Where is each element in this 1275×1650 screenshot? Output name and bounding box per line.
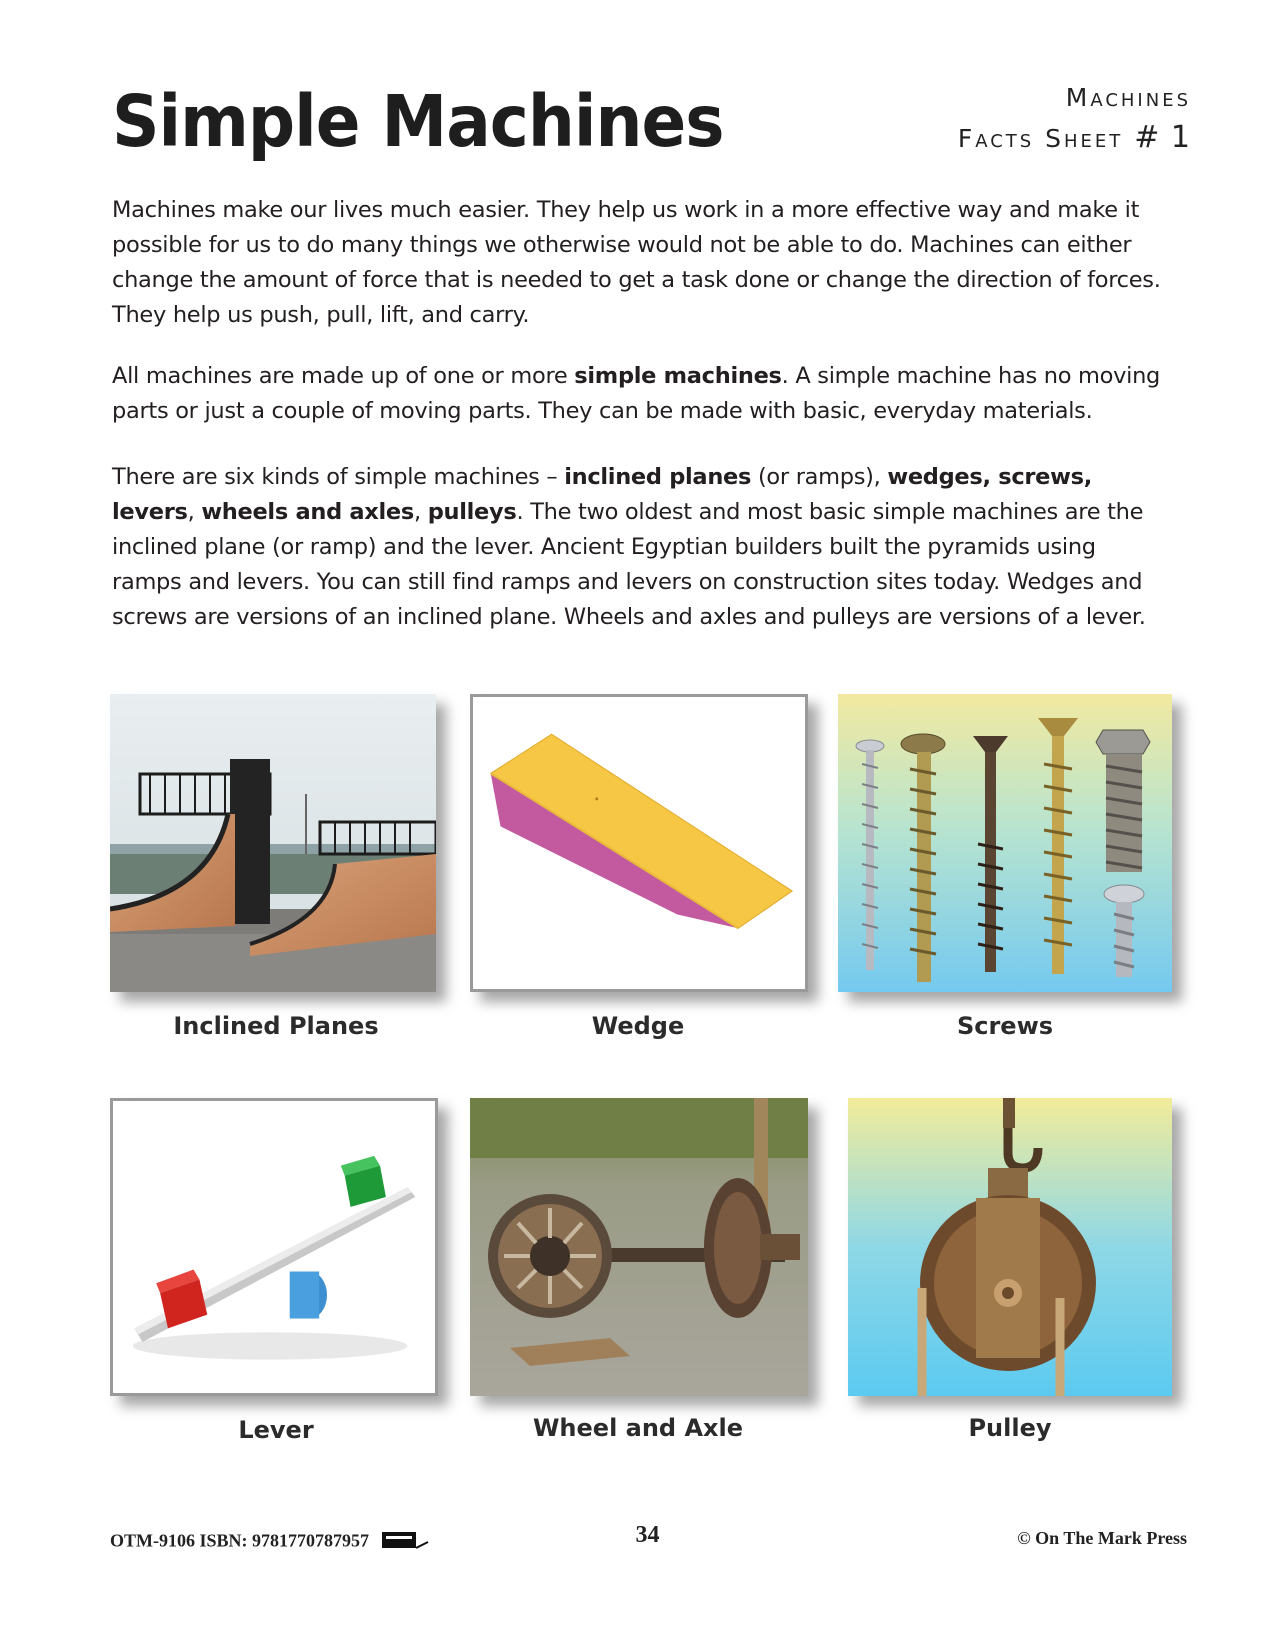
- wheel-axle-photo: [470, 1098, 808, 1396]
- p2-bold-simple-machines: simple machines: [574, 363, 782, 389]
- skate-ramp-photo: [110, 694, 436, 992]
- footer-copyright: © On The Mark Press: [1017, 1528, 1187, 1548]
- pulley-icon: [848, 1098, 1172, 1396]
- p3-bold-wheels-axles: wheels and axles: [201, 499, 414, 525]
- p3-sep-3: ,: [187, 499, 202, 525]
- caption-wheel-and-axle: Wheel and Axle: [532, 1414, 744, 1442]
- caption-wedge: Wedge: [591, 1012, 685, 1040]
- page-title: Simple Machines: [112, 80, 724, 164]
- skate-ramp-icon: [110, 694, 436, 992]
- lever-illustration: [110, 1098, 438, 1396]
- series-facts-sheet-text: Facts Sheet: [957, 124, 1124, 153]
- p3-bold-levers: levers: [112, 499, 188, 525]
- footer-code-text: OTM-9106 ISBN: 9781770787957: [110, 1530, 370, 1551]
- paragraph-simple-machines: [112, 359, 1172, 429]
- p3-text-c: (or ramps),: [751, 464, 888, 490]
- p3-sep-4: ,: [413, 499, 428, 525]
- p3-bold-inclined-planes: inclined planes: [564, 464, 752, 490]
- paragraph-six-kinds: [112, 460, 1172, 635]
- pulley-photo: [848, 1098, 1172, 1396]
- series-label: [958, 78, 1191, 159]
- caption-inclined-planes: Inclined Planes: [173, 1012, 379, 1040]
- caption-screws: Screws: [956, 1012, 1054, 1040]
- caption-lever: Lever: [238, 1416, 314, 1444]
- lever-icon: [113, 1101, 435, 1393]
- screws-photo: [838, 694, 1172, 992]
- page-number: 34: [635, 1522, 660, 1548]
- wheel-axle-icon: [470, 1098, 808, 1396]
- p3-bold-pulleys: pulleys: [427, 499, 517, 525]
- paragraph-intro: Machines make our lives much easier. They help us work in a more effective way and make it possible for us to do many things we otherwise would not be able to do. Machines can either change the amount of force that is needed to get a task done or change the direction of forces. They help us push, pull, lift, and carry.: [112, 197, 1161, 328]
- p3-bold-wedges: wedges: [887, 464, 983, 490]
- series-number: # 1: [1134, 120, 1191, 155]
- p3-text-m: . The two oldest and most basic simple machines are the inclined plane (or ramp) and the lever. Ancient Egyptian builders built the pyramids using ramps and levers. You can still find ramps and levers on construction sites today. Wedges and screws are versions of an inclined plane. Wheels and axles and pulleys are versions of a lever.: [112, 499, 1146, 630]
- wedge-illustration: [470, 694, 808, 992]
- p3-bold-screws: screws: [998, 464, 1084, 490]
- screws-icon: [838, 694, 1172, 992]
- p3-sep-2: ,: [1083, 464, 1092, 490]
- series-line-facts-sheet: [958, 118, 1191, 159]
- wedge-icon: [473, 697, 805, 989]
- caption-pulley: Pulley: [968, 1414, 1052, 1442]
- p3-text-a: There are six kinds of simple machines –: [112, 464, 565, 490]
- series-line-machines: Machines: [1065, 83, 1191, 112]
- p2-text-c: . A simple machine has no moving parts or just a couple of moving parts. They can be made with basic, everyday materials.: [112, 363, 1161, 424]
- p3-sep-1: ,: [982, 464, 999, 490]
- p2-text-a: All machines are made up of one or more: [112, 363, 575, 389]
